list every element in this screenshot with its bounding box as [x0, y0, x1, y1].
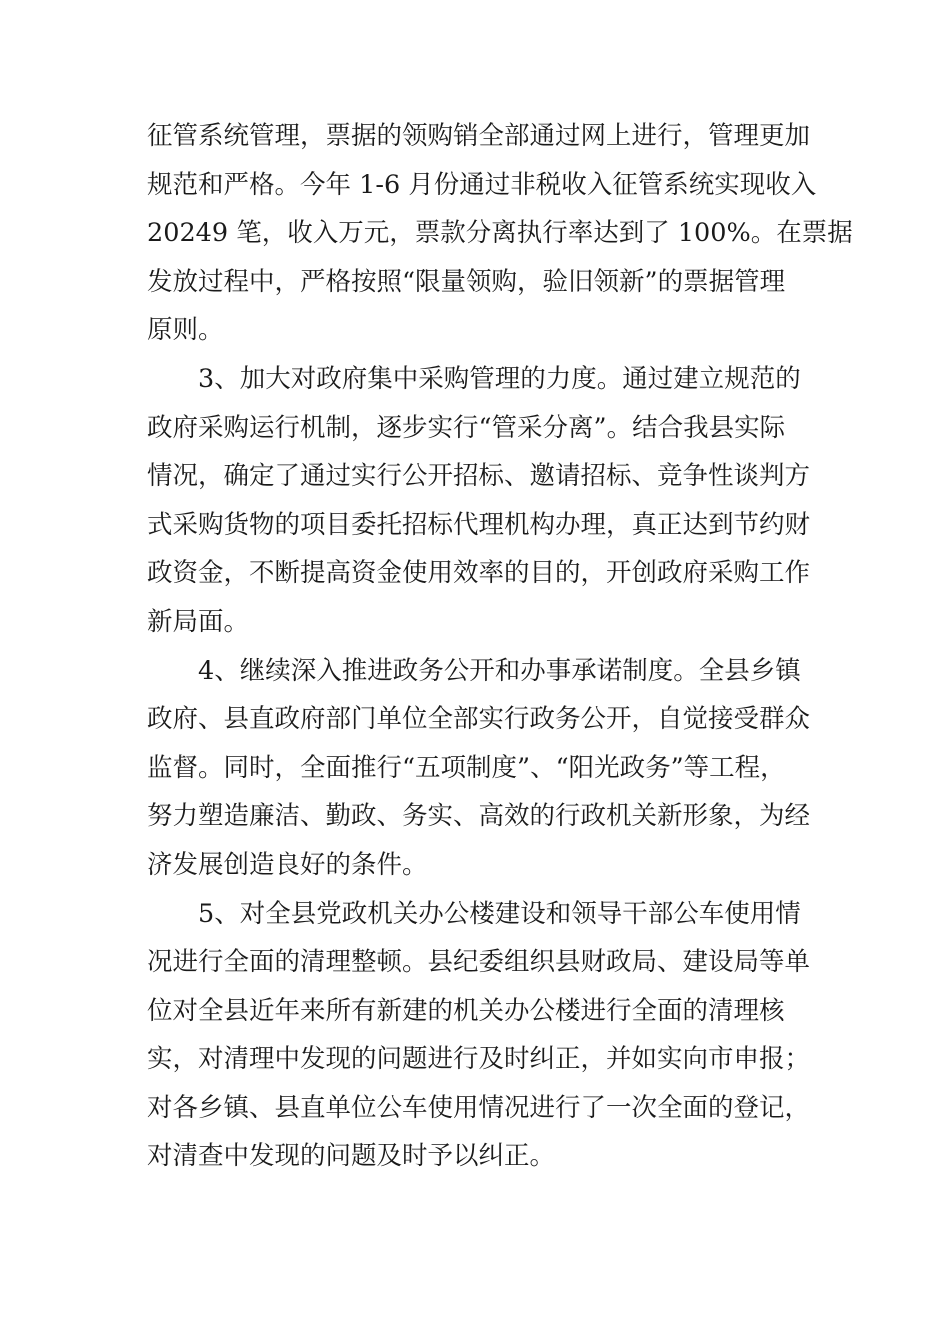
text-line: 征管系统管理，票据的领购销全部通过网上进行，管理更加 [147, 121, 811, 151]
text-line: 3、加大对政府集中采购管理的力度。通过建立规范的 [198, 363, 801, 394]
text-line: 5、对全县党政机关办公楼建设和领导干部公车使用情 [198, 898, 801, 929]
paragraph-continuation [147, 112, 853, 355]
text-line: 新局面。 [147, 606, 250, 637]
text-line: 对清查中发现的问题及时予以纠正。 [147, 1141, 556, 1172]
text-line: 实，对清理中发现的问题进行及时纠正，并如实向市申报； [147, 1044, 811, 1075]
paragraph-4 [147, 647, 827, 890]
text-line: 政府、县直政府部门单位全部实行政务公开，自觉接受群众 [147, 704, 811, 735]
text-line: 对各乡镇、县直单位公车使用情况进行了一次全面的登记， [147, 1092, 811, 1123]
text-line: 规范和严格。今年 1-6 月份通过非税收入征管系统实现收入 [147, 169, 817, 200]
text-line: 监督。同时，全面推行“五项制度”、“阳光政务”等工程， [147, 752, 786, 783]
text-line: 位对全县近年来所有新建的机关办公楼进行全面的清理核 [147, 995, 785, 1026]
text-line: 发放过程中，严格按照“限量领购，验旧领新”的票据管理 [147, 266, 786, 297]
text-line: 况进行全面的清理整顿。县纪委组织县财政局、建设局等单 [147, 947, 811, 978]
document-body [147, 112, 853, 1181]
text-line: 4、继续深入推进政务公开和办事承诺制度。全县乡镇 [198, 655, 801, 686]
paragraph-3 [147, 355, 827, 647]
text-line: 努力塑造廉洁、勤政、务实、高效的行政机关新形象，为经 [147, 801, 811, 832]
text-line: 政府采购运行机制，逐步实行“管采分离”。结合我县实际 [147, 412, 786, 443]
text-line: 式采购货物的项目委托招标代理机构办理，真正达到节约财 [147, 509, 811, 540]
text-line: 原则。 [147, 315, 224, 346]
text-line: 20249 笔，收入万元，票款分离执行率达到了 100%。在票据 [147, 218, 853, 249]
text-line: 情况，确定了通过实行公开招标、邀请招标、竞争性谈判方 [147, 461, 811, 492]
paragraph-5 [147, 890, 827, 1182]
text-line: 政资金，不断提高资金使用效率的目的，开创政府采购工作 [147, 558, 811, 589]
text-line: 济发展创造良好的条件。 [147, 849, 428, 880]
